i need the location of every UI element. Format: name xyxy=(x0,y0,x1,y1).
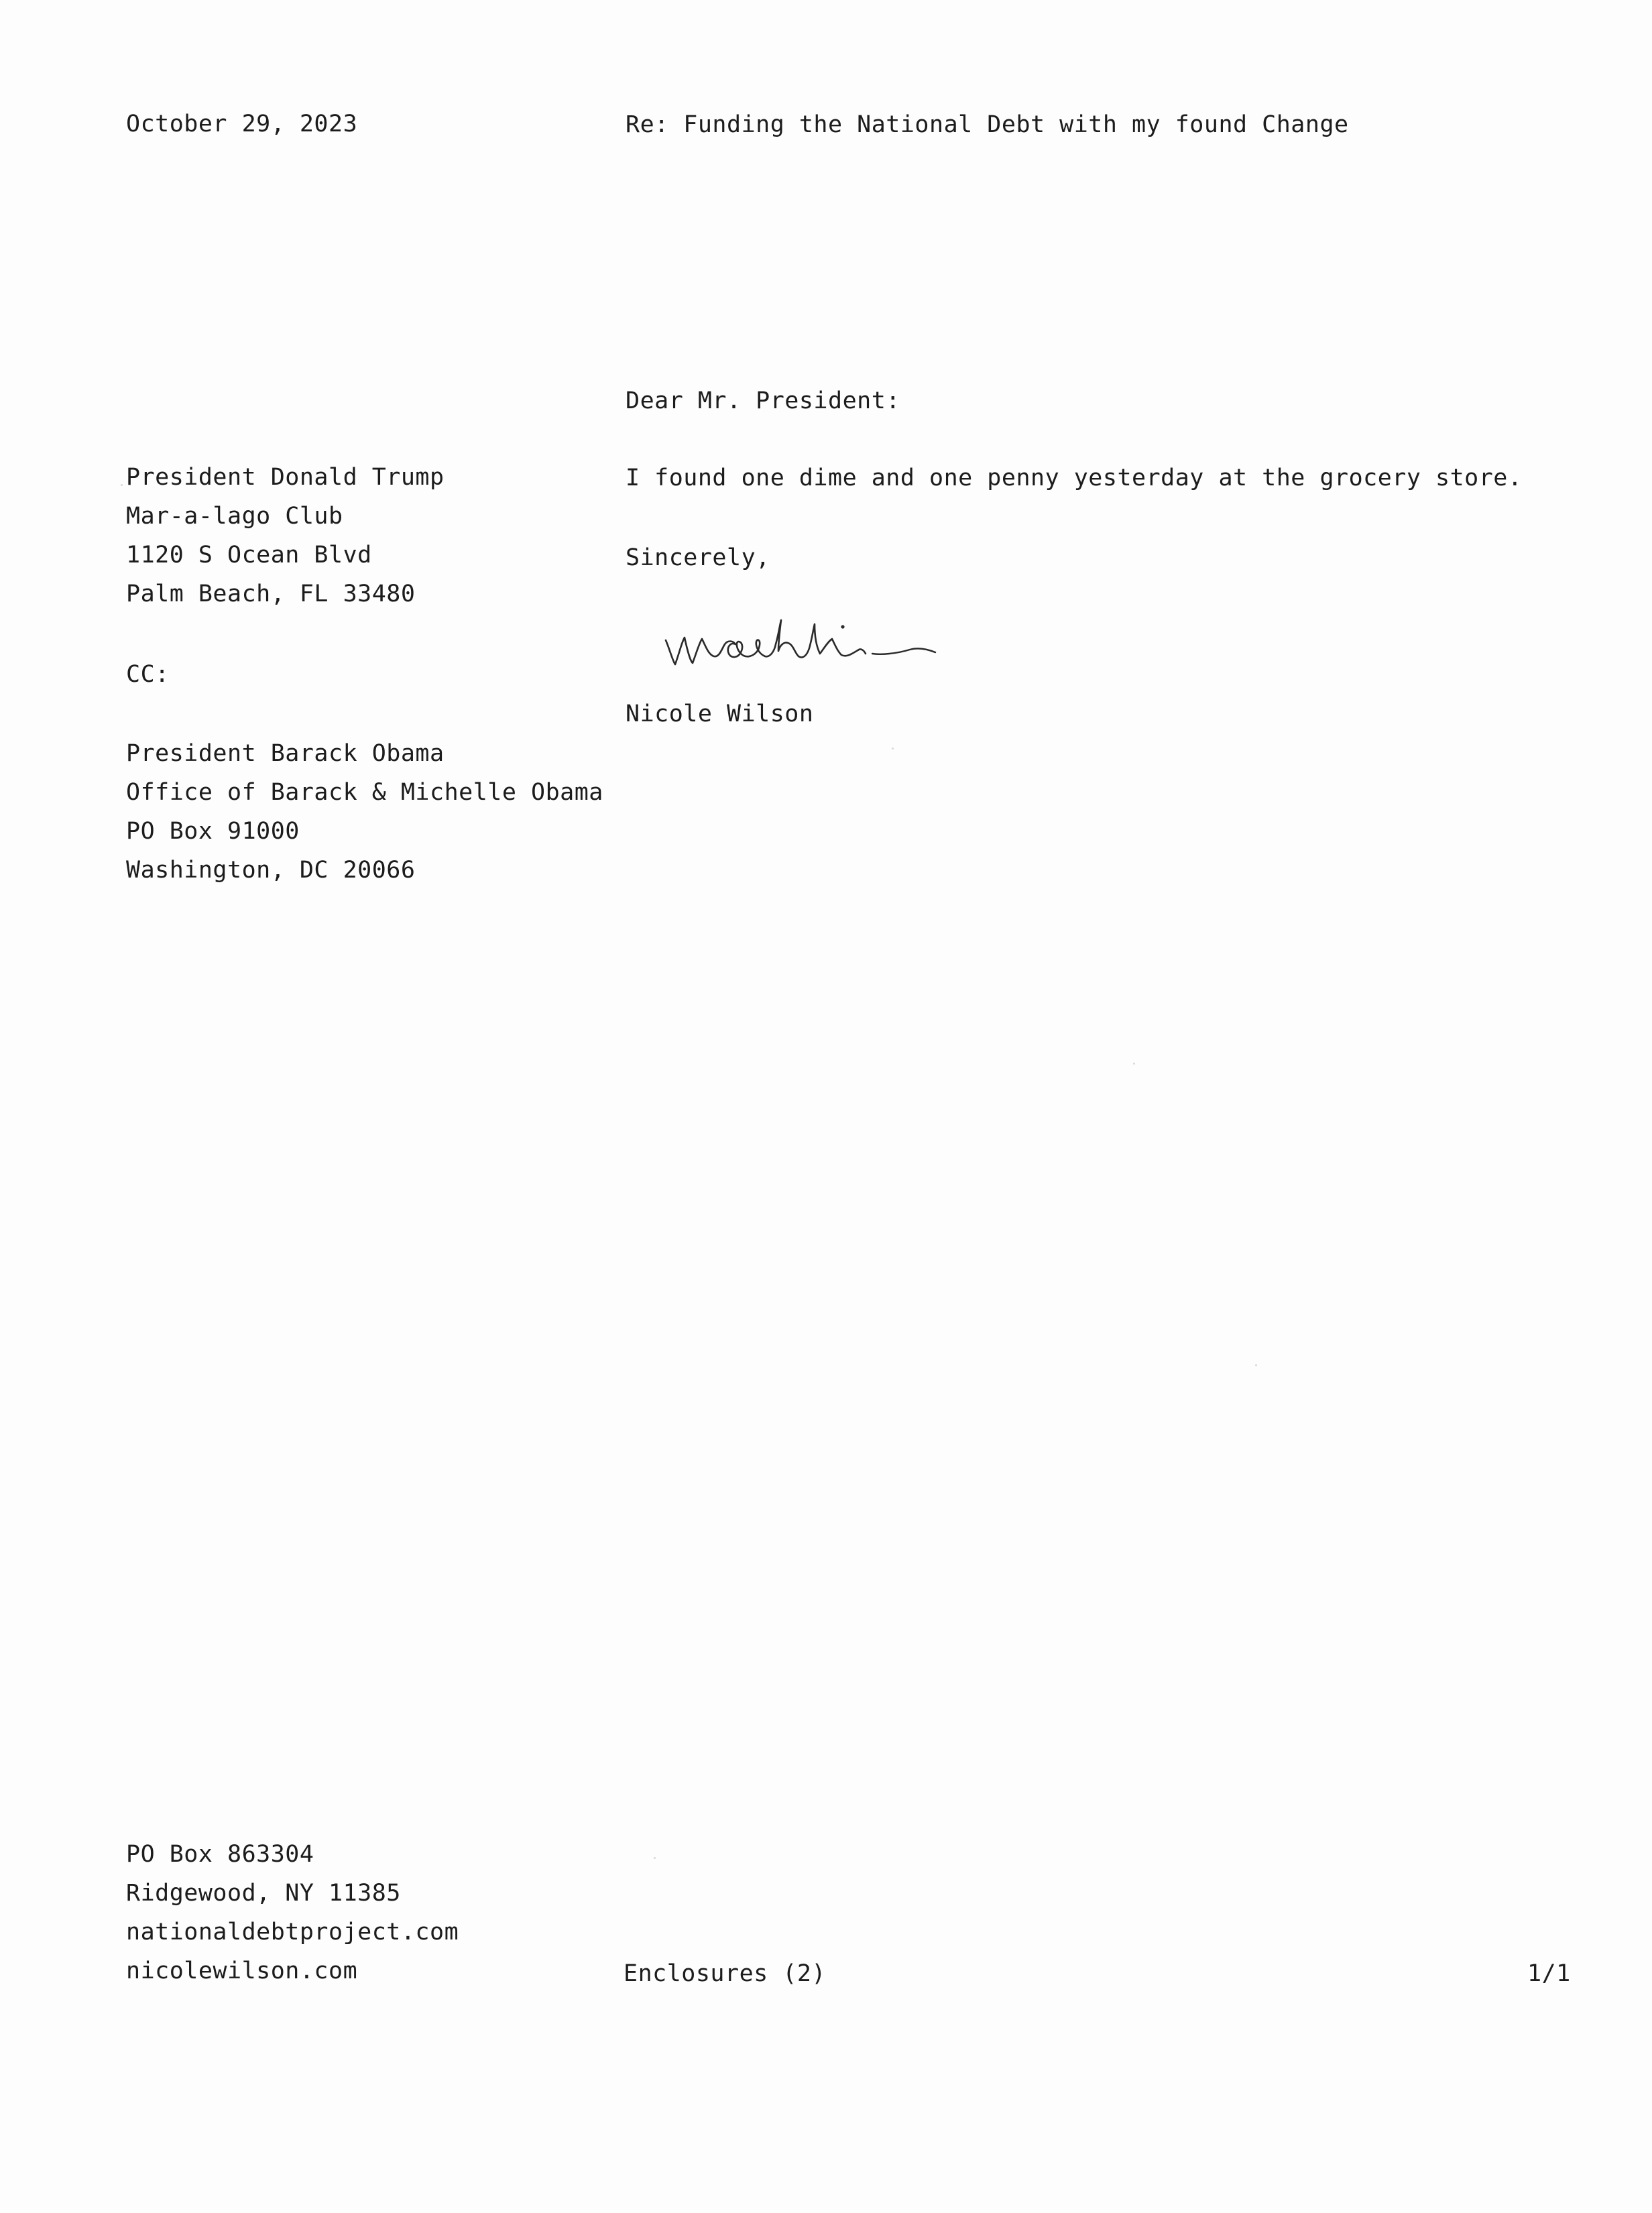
address-line: Mar-a-lago Club xyxy=(126,503,343,530)
enclosures-note: Enclosures (2) xyxy=(624,1960,827,1987)
address-line: Office of Barack & Michelle Obama xyxy=(126,779,603,806)
website-link[interactable]: nationaldebtproject.com xyxy=(126,1919,459,1946)
letter-subject: Re: Funding the National Debt with my found Change xyxy=(626,111,1349,138)
cc-label: CC: xyxy=(126,661,170,688)
paper-speck xyxy=(121,484,123,486)
page-number: 1/1 xyxy=(1527,1960,1571,1987)
salutation: Dear Mr. President: xyxy=(626,387,900,414)
recipient-address xyxy=(126,458,445,613)
paper-speck xyxy=(1255,1364,1257,1366)
address-line: Washington, DC 20066 xyxy=(126,857,416,884)
address-line: PO Box 863304 xyxy=(126,1841,314,1868)
handwritten-signature-icon xyxy=(660,600,982,674)
closing: Sincerely, xyxy=(626,544,770,571)
address-line: Palm Beach, FL 33480 xyxy=(126,581,416,607)
address-line: President Donald Trump xyxy=(126,464,445,491)
signer-name: Nicole Wilson xyxy=(626,701,814,727)
letter-date: October 29, 2023 xyxy=(126,111,358,137)
sender-address xyxy=(126,1835,459,1990)
address-line: 1120 S Ocean Blvd xyxy=(126,542,372,569)
website-link[interactable]: nicolewilson.com xyxy=(126,1958,358,1984)
paper-speck xyxy=(654,1857,656,1859)
letter-body: I found one dime and one penny yesterday at the grocery store. xyxy=(626,465,1523,491)
cc-address xyxy=(126,734,603,890)
paper-speck xyxy=(892,747,894,750)
address-line: President Barack Obama xyxy=(126,740,445,767)
paper-speck xyxy=(1133,1063,1135,1065)
address-line: Ridgewood, NY 11385 xyxy=(126,1880,401,1907)
address-line: PO Box 91000 xyxy=(126,818,300,845)
